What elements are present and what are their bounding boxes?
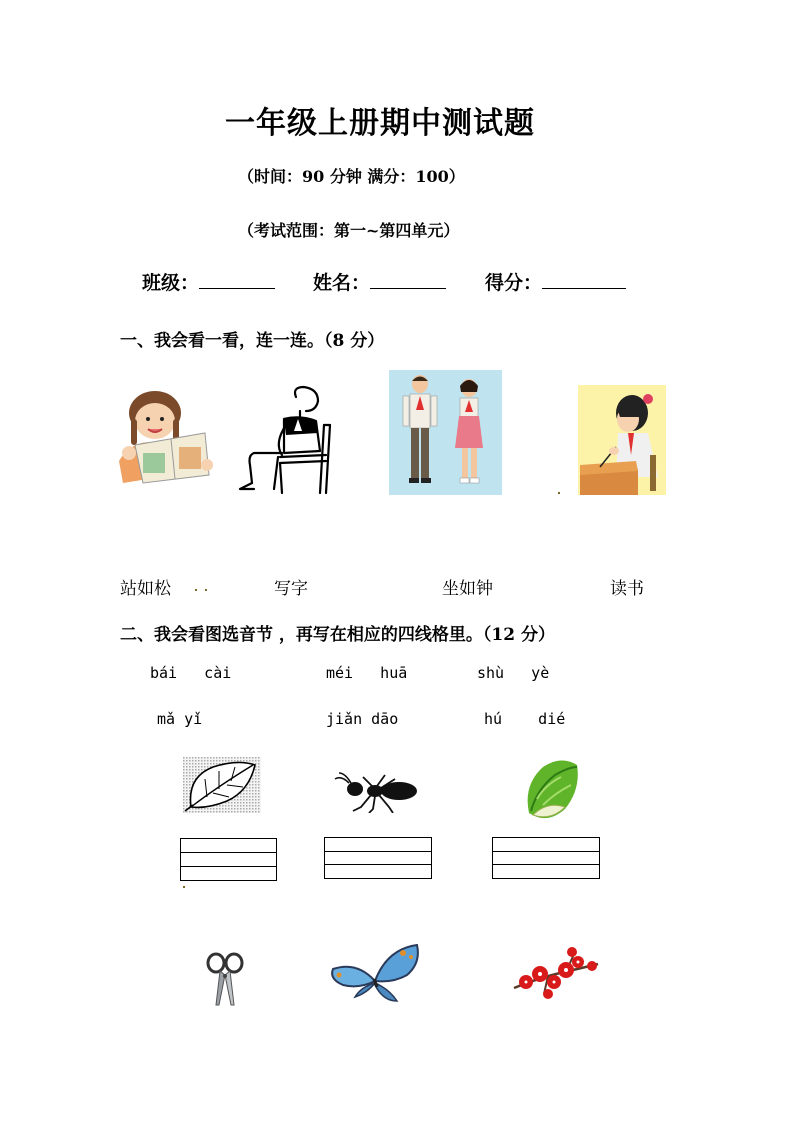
writing-grid-3[interactable] xyxy=(492,837,600,879)
cabbage-picture xyxy=(521,755,583,823)
pinyin-bai-cai: bái cài xyxy=(150,664,232,682)
score-field xyxy=(485,268,626,295)
section1-heading: 一、我会看一看，连一连。（8 分） xyxy=(120,331,385,351)
stray-dot xyxy=(205,589,207,591)
label-zuo-ru-zhong: 坐如钟 xyxy=(442,579,493,599)
pinyin-jian-dao: jiǎn dāo xyxy=(326,710,399,728)
section2-heading: 二、我会看图选音节 ，再写在相应的四线格里。（12 分） xyxy=(120,625,555,645)
girl-writing-picture xyxy=(578,385,666,495)
boy-sitting-picture xyxy=(234,385,338,497)
pinyin-shu-ye: shù yè xyxy=(477,664,550,682)
leaf-picture xyxy=(183,757,261,813)
class-blank[interactable] xyxy=(199,268,275,289)
girl-reading-picture xyxy=(113,383,213,488)
page-title: 一年级上册期中测试题 xyxy=(225,106,535,141)
two-children-standing-picture xyxy=(389,370,502,495)
name-blank[interactable] xyxy=(370,268,446,289)
scope-info: （考试范围：第一~第四单元） xyxy=(238,221,460,240)
label-zhan-ru-song: 站如松 xyxy=(120,579,171,599)
score-label: 得分： xyxy=(485,272,543,294)
pinyin-row-1 xyxy=(0,664,794,684)
label-du-shu: 读书 xyxy=(610,579,644,599)
scissors-picture xyxy=(205,951,245,1007)
class-label: 班级： xyxy=(142,272,200,294)
time-info: （时间：90 分钟 满分：100） xyxy=(238,167,465,186)
writing-grid-2[interactable] xyxy=(324,837,432,879)
plum-blossom-picture xyxy=(508,942,604,1000)
pinyin-row-2 xyxy=(0,710,794,730)
pinyin-hu-die: hú dié xyxy=(484,710,566,728)
pinyin-ma-yi: mǎ yǐ xyxy=(157,710,203,728)
name-label: 姓名： xyxy=(313,272,371,294)
score-blank[interactable] xyxy=(542,268,626,289)
butterfly-picture xyxy=(327,941,423,1003)
ant-picture xyxy=(333,771,423,813)
class-field xyxy=(142,268,275,295)
stray-dot xyxy=(558,492,560,494)
stray-dot xyxy=(183,886,185,888)
writing-grid-1[interactable] xyxy=(180,838,277,881)
name-field xyxy=(313,268,446,295)
label-xie-zi: 写字 xyxy=(274,579,308,599)
pinyin-mei-hua: méi huā xyxy=(326,664,408,682)
stray-dot xyxy=(195,589,197,591)
